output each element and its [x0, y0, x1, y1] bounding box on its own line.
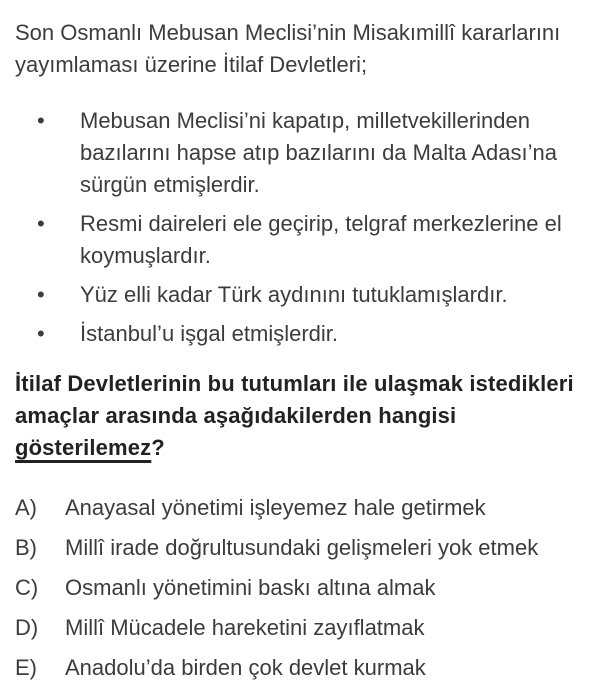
- underlined-keyword: gösterilemez: [15, 435, 152, 460]
- list-item: [15, 279, 595, 311]
- option-letter: D): [15, 615, 39, 640]
- answer-option-e[interactable]: [15, 652, 595, 684]
- list-item: [15, 208, 595, 272]
- answer-option-c[interactable]: [15, 572, 595, 604]
- option-text: Anayasal yönetimi işleyemez hale getirmek: [65, 495, 486, 520]
- option-letter: A): [15, 495, 37, 520]
- question-mark: ?: [151, 435, 165, 460]
- statement-list: [15, 105, 595, 350]
- question-line: İtilaf Devletlerinin bu tutumları ile ulaşmak istedikleri: [15, 371, 574, 396]
- list-item: [15, 318, 595, 350]
- statement-text: Mebusan Meclisi’ni kapatıp, milletvekillerinden bazılarını hapse atıp bazılarını da Malta Adası’na sürgün etmişlerdir.: [80, 108, 557, 197]
- option-text: Osmanlı yönetimini baskı altına almak: [65, 575, 436, 600]
- answer-option-a[interactable]: [15, 492, 595, 524]
- bullet-icon: •: [37, 108, 45, 133]
- option-text: Millî irade doğrultusundaki gelişmeleri yok etmek: [65, 535, 539, 560]
- option-letter: E): [15, 655, 37, 680]
- statement-text: Resmi daireleri ele geçirip, telgraf merkezlerine el koymuşlardır.: [80, 211, 562, 268]
- answer-options: [15, 492, 595, 684]
- bullet-icon: •: [37, 282, 45, 307]
- question-intro: [15, 17, 595, 81]
- intro-line: yayımlaması üzerine İtilaf Devletleri;: [15, 52, 368, 77]
- statement-text: İstanbul’u işgal etmişlerdir.: [80, 321, 339, 346]
- list-item: [15, 105, 595, 201]
- question-line: amaçlar arasında aşağıdakilerden hangisi: [15, 403, 457, 428]
- answer-option-b[interactable]: [15, 532, 595, 564]
- option-text: Anadolu’da birden çok devlet kurmak: [65, 655, 426, 680]
- question-stem: [15, 368, 595, 464]
- answer-option-d[interactable]: [15, 612, 595, 644]
- statement-text: Yüz elli kadar Türk aydınını tutuklamışlardır.: [80, 282, 508, 307]
- option-letter: B): [15, 535, 37, 560]
- question-line: [15, 432, 595, 464]
- bullet-icon: •: [37, 211, 45, 236]
- option-letter: C): [15, 575, 39, 600]
- bullet-icon: •: [37, 321, 45, 346]
- intro-line: Son Osmanlı Mebusan Meclisi’nin Misakımillî kararlarını: [15, 20, 561, 45]
- option-text: Millî Mücadele hareketini zayıflatmak: [65, 615, 425, 640]
